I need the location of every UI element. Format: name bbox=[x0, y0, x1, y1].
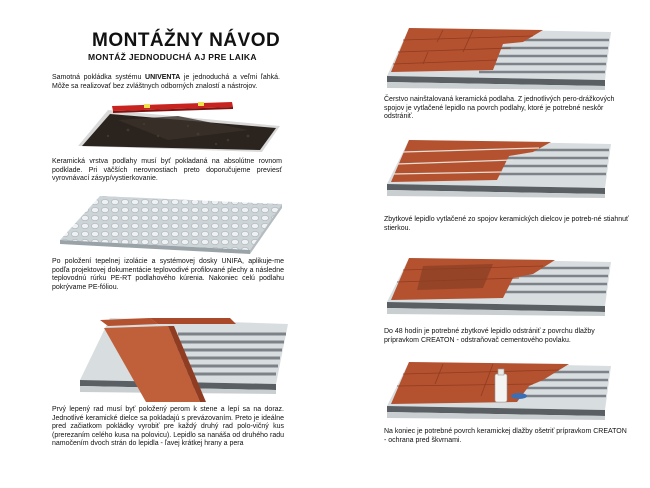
step-3-image-first-row bbox=[50, 306, 290, 404]
image-c-cleaning bbox=[383, 252, 615, 318]
step-2-image-insulation-board bbox=[50, 190, 288, 256]
step-1-text-brand: UNIVENTA bbox=[145, 74, 181, 81]
step-b-text: Zbytkové lepidlo vytlačené zo spojov keramických dielcov je potreb-né stiahnuť stierkou. bbox=[384, 216, 629, 232]
step-a-text: Čerstvo nainštalovaná keramická podlaha. Z jednotlivých pero-drážkových spojov je vytlačené lepidlo na povrch podlahy, ktoré je potrebné neskôr odstrániť. bbox=[384, 96, 615, 121]
step-4-text: Prvý lepený rad musí byť položený perom k stene a lepí sa na doraz. Jednotlivé keramické dielce sa pokladajú s prevázovaním. Preto je ideálne pred začiatkom pokládky vyrobiť pre každý druhý rad polo-vičný kus (prerezaním celého kusa na polovicu). Lepidlo sa nanáša od druhého radu namočením dvoch strán do lepidla - ľavej krátkej hrany a pera bbox=[52, 406, 284, 448]
step-1-text-post: je jednoduchá a veľmi ľahká. Môže sa realizovať bez zvláštnych odborných znalostí a nástrojov. bbox=[52, 74, 280, 90]
image-a-fresh-tiles bbox=[383, 22, 615, 92]
image-d-protection bbox=[383, 356, 615, 422]
step-c-text: Do 48 hodín je potrebné zbytkové lepidlo odstrániť z povrchu dlažby prípravkom CREATON - odstraňovač cementového povlaku. bbox=[384, 328, 595, 344]
page-title: MONTÁŽNY NÁVOD bbox=[92, 30, 281, 51]
step-3-text: Po položení tepelnej izolácie a systémovej dosky UNIFA, aplikuje-me podľa projektovej dokumentácie teplovodivé profilované plechy a následne teplovodnú rúrku PE-RT podlahového kúrenia. Nakoniec celú podlahu pokrývame PE-fóliou. bbox=[52, 258, 284, 291]
step-1-image-leveling bbox=[48, 96, 288, 154]
step-d-text: Na koniec je potrebné povrch keramickej dlažby ošetriť prípravkom CREATON - ochrana pred škvrnami. bbox=[384, 428, 627, 444]
step-2-text: Keramická vrstva podlahy musí byť pokladaná na absolútne rovnom podklade. Pri väčších nerovnostiach preto doporučujeme previesť vyrovnávací zásyp/vystierkovanie. bbox=[52, 158, 282, 183]
image-b-residual-adhesive bbox=[383, 134, 615, 200]
step-1-text bbox=[52, 74, 280, 91]
page-subtitle: MONTÁŽ JEDNODUCHÁ AJ PRE LAIKA bbox=[88, 52, 257, 62]
step-1-text-pre: Samotná pokládka systému bbox=[52, 74, 146, 81]
